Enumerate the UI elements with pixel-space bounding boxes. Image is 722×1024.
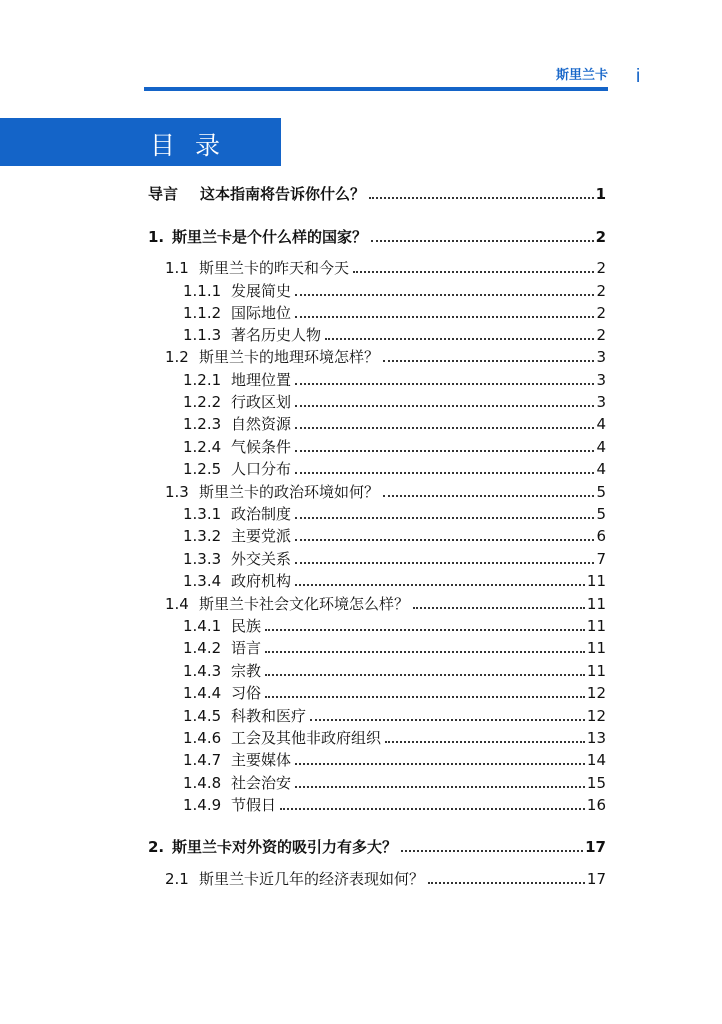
toc-entry-1-3-1[interactable]	[183, 504, 606, 524]
toc-entry-text: 斯里兰卡是个什么样的国家？	[172, 228, 368, 246]
toc-leader-dots	[353, 270, 594, 273]
toc-entry-1[interactable]	[148, 227, 606, 247]
toc-entry-1-4-5[interactable]	[183, 706, 606, 726]
toc-leader-dots	[295, 315, 594, 318]
toc-entry-text: 主要媒体	[231, 751, 292, 769]
toc-entry-number: 1.4.6	[183, 729, 222, 747]
toc-leader-dots	[295, 426, 594, 429]
toc-entry-1-2-5[interactable]	[183, 459, 606, 479]
toc-entry-text: 节假日	[231, 796, 277, 814]
toc-leader-dots	[295, 404, 594, 407]
toc-entry-number: 1.4	[165, 595, 189, 613]
toc-entry-text: 著名历史人物	[231, 326, 322, 344]
toc-entry-page: 4	[596, 438, 606, 456]
toc-entry-number: 1.4.7	[183, 751, 222, 769]
toc-entry-number: 1.4.1	[183, 617, 222, 635]
toc-leader-dots	[295, 449, 594, 452]
toc-entry-number: 1.4.5	[183, 707, 222, 725]
toc-entry-1-1-1[interactable]	[183, 281, 606, 301]
toc-entry-text: 民族	[231, 617, 262, 635]
toc-entry-1-2[interactable]	[165, 347, 606, 367]
toc-leader-dots	[385, 740, 585, 743]
toc-entry-page: 2	[596, 282, 606, 300]
toc-entry-number: 1.3.3	[183, 550, 222, 568]
toc-entry-1-4-6[interactable]	[183, 728, 606, 748]
toc-entry-1-4-1[interactable]	[183, 616, 606, 636]
toc-leader-dots	[428, 881, 585, 884]
toc-entry-1-3-4[interactable]	[183, 571, 606, 591]
toc-leader-dots	[295, 471, 594, 474]
toc-entry-1-4-2[interactable]	[183, 638, 606, 658]
toc-entry-page: 11	[586, 662, 606, 680]
toc-entry-page: 1	[595, 185, 606, 203]
toc-leader-dots	[413, 606, 585, 609]
toc-entry-page: 3	[596, 371, 606, 389]
toc-leader-dots	[295, 538, 594, 541]
toc-entry-number: 1.4.3	[183, 662, 222, 680]
toc-leader-dots	[280, 807, 585, 810]
toc-leader-dots	[310, 718, 585, 721]
toc-entry-number: 1.4.8	[183, 774, 222, 792]
toc-entry-number: 1.1.3	[183, 326, 222, 344]
toc-entry-page: 2	[596, 326, 606, 344]
toc-title: 目录	[150, 131, 241, 160]
toc-entry-number: 2.	[148, 838, 165, 856]
toc-entry-number: 1.2.2	[183, 393, 222, 411]
toc-entry-number: 1.1.1	[183, 282, 222, 300]
toc-entry-number: 1.	[148, 228, 165, 246]
toc-entry-1-2-3[interactable]	[183, 414, 606, 434]
toc-entry-text: 科教和医疗	[231, 707, 307, 725]
toc-leader-dots	[295, 561, 594, 564]
toc-entry-intro[interactable]	[148, 184, 606, 204]
toc-entry-page: 5	[596, 505, 606, 523]
toc-entry-text: 人口分布	[231, 460, 292, 478]
toc-leader-dots	[383, 359, 594, 362]
toc-entry-page: 2	[595, 228, 606, 246]
toc-entry-1-3-2[interactable]	[183, 526, 606, 546]
toc-entry-number: 2.1	[165, 870, 189, 888]
toc-entry-number: 1.3.2	[183, 527, 222, 545]
toc-entry-text: 主要党派	[231, 527, 292, 545]
toc-entry-page: 12	[586, 684, 606, 702]
toc-leader-dots	[369, 196, 594, 199]
toc-entry-1-3[interactable]	[165, 482, 606, 502]
toc-leader-dots	[371, 239, 594, 242]
toc-entry-text: 语言	[231, 639, 262, 657]
toc-entry-text: 地理位置	[231, 371, 292, 389]
toc-entry-text: 这本指南将告诉你什么？	[200, 185, 366, 203]
toc-entry-page: 3	[596, 348, 606, 366]
toc-entry-text: 政府机构	[231, 572, 292, 590]
toc-entry-1-4-7[interactable]	[183, 750, 606, 770]
toc-leader-dots	[295, 762, 585, 765]
toc-entry-page: 3	[596, 393, 606, 411]
toc-entry-1-2-1[interactable]	[183, 370, 606, 390]
toc-entry-text: 斯里兰卡对外资的吸引力有多大？	[172, 838, 398, 856]
toc-entry-page: 17	[586, 870, 606, 888]
toc-entry-page: 11	[586, 595, 606, 613]
toc-entry-number: 1.2.1	[183, 371, 222, 389]
toc-entry-number: 1.3.1	[183, 505, 222, 523]
toc-entry-1-4-9[interactable]	[183, 795, 606, 815]
toc-entry-text: 国际地位	[231, 304, 292, 322]
toc-leader-dots	[401, 849, 583, 852]
toc-entry-1-4-8[interactable]	[183, 773, 606, 793]
toc-leader-dots	[295, 516, 594, 519]
toc-entry-page: 11	[586, 572, 606, 590]
toc-entry-number: 1.3.4	[183, 572, 222, 590]
toc-entry-page: 7	[596, 550, 606, 568]
toc-entry-page: 15	[586, 774, 606, 792]
toc-entry-number: 1.3	[165, 483, 189, 501]
toc-entry-page: 4	[596, 460, 606, 478]
toc-entry-page: 5	[596, 483, 606, 501]
toc-entry-1-2-2[interactable]	[183, 392, 606, 412]
toc-entry-page: 4	[596, 415, 606, 433]
toc-leader-dots	[265, 695, 585, 698]
toc-entry-text: 斯里兰卡的昨天和今天	[199, 259, 350, 277]
toc-entry-text: 斯里兰卡的地理环境怎样？	[199, 348, 380, 366]
toc-entry-page: 2	[596, 259, 606, 277]
toc-leader-dots	[265, 628, 585, 631]
toc-entry-number: 1.2.3	[183, 415, 222, 433]
page-number: i	[636, 66, 641, 87]
toc-entry-number: 1.2	[165, 348, 189, 366]
toc-entry-text: 斯里兰卡近几年的经济表现如何？	[199, 870, 425, 888]
toc-entry-number: 1.1.2	[183, 304, 222, 322]
toc-entry-page: 6	[596, 527, 606, 545]
toc-entry-number: 1.4.4	[183, 684, 222, 702]
toc-leader-dots	[295, 785, 585, 788]
toc-entry-text: 习俗	[231, 684, 262, 702]
toc-leader-dots	[265, 650, 585, 653]
toc-entry-number: 1.1	[165, 259, 189, 277]
toc-entry-page: 14	[586, 751, 606, 769]
toc-entry-text: 斯里兰卡社会文化环境怎么样？	[199, 595, 410, 613]
toc-entry-text: 工会及其他非政府组织	[231, 729, 382, 747]
toc-leader-dots	[383, 494, 594, 497]
toc-entry-1-1-3[interactable]	[183, 325, 606, 345]
toc-entry-1-2-4[interactable]	[183, 437, 606, 457]
toc-entry-2[interactable]	[148, 837, 606, 857]
toc-entry-1-1[interactable]	[165, 258, 606, 278]
toc-entry-text: 行政区划	[231, 393, 292, 411]
toc-entry-text: 自然资源	[231, 415, 292, 433]
toc-leader-dots	[325, 337, 594, 340]
toc-entry-text: 社会治安	[231, 774, 292, 792]
toc-entry-number: 1.2.4	[183, 438, 222, 456]
toc-entry-text: 政治制度	[231, 505, 292, 523]
toc-leader-dots	[295, 293, 594, 296]
toc-entry-1-1-2[interactable]	[183, 303, 606, 323]
toc-entry-page: 16	[586, 796, 606, 814]
toc-entry-number: 1.4.2	[183, 639, 222, 657]
toc-entry-text: 气候条件	[231, 438, 292, 456]
toc-leader-dots	[295, 583, 585, 586]
toc-entry-page: 17	[585, 838, 606, 856]
toc-entry-page: 11	[586, 639, 606, 657]
toc-entry-number: 导言	[148, 185, 179, 203]
toc-entry-page: 2	[596, 304, 606, 322]
toc-entry-1-4-3[interactable]	[183, 661, 606, 681]
toc-entry-number: 1.2.5	[183, 460, 222, 478]
running-title: 斯里兰卡	[555, 68, 608, 83]
toc-entry-page: 12	[586, 707, 606, 725]
toc-leader-dots	[265, 673, 585, 676]
toc-entry-1-4-4[interactable]	[183, 683, 606, 703]
toc-entry-page: 11	[586, 617, 606, 635]
toc-entry-text: 外交关系	[231, 550, 292, 568]
toc-entry-text: 斯里兰卡的政治环境如何？	[199, 483, 380, 501]
toc-entry-1-4[interactable]	[165, 594, 606, 614]
toc-entry-2-1[interactable]	[165, 869, 606, 889]
toc-entry-text: 发展简史	[231, 282, 292, 300]
toc-entry-page: 13	[586, 729, 606, 747]
toc-entry-1-3-3[interactable]	[183, 549, 606, 569]
toc-entry-text: 宗教	[231, 662, 262, 680]
toc-entry-number: 1.4.9	[183, 796, 222, 814]
toc-leader-dots	[295, 382, 594, 385]
